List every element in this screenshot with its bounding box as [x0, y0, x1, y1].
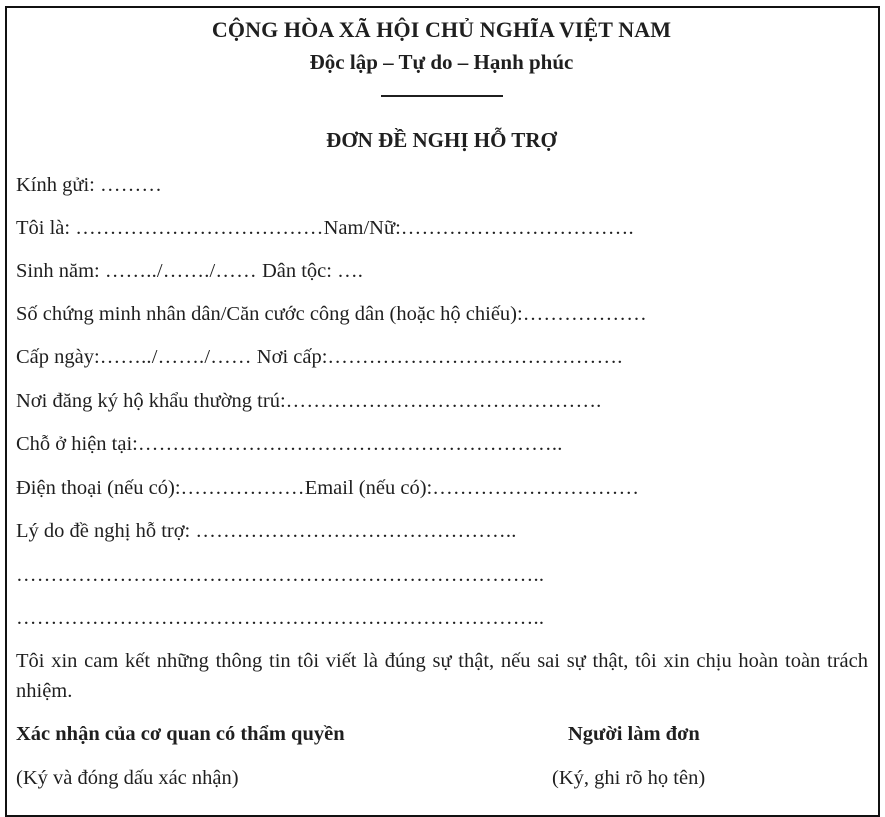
permanent-residence-label: Nơi đăng ký hộ khẩu thường trú: — [16, 390, 286, 412]
reason-blank-2[interactable]: ………………………………………………………………….. — [16, 564, 545, 586]
email-blank[interactable]: ………………………… — [432, 477, 640, 499]
issue-date-label: Cấp ngày: — [16, 346, 100, 368]
current-residence-label: Chỗ ở hiện tại: — [16, 433, 138, 455]
contact-field — [16, 475, 639, 501]
recipient-blank[interactable]: ……… — [100, 174, 163, 196]
issue-place-blank[interactable]: ……………………………………. — [327, 346, 623, 368]
reason-line-2[interactable] — [16, 562, 544, 588]
name-blank[interactable]: ……………………………… — [75, 217, 324, 239]
permanent-residence-blank[interactable]: ………………………………………. — [285, 390, 602, 412]
issue-date-blank[interactable]: ……../……./…… — [99, 346, 252, 368]
nation-heading: CỘNG HÒA XÃ HỘI CHỦ NGHĨA VIỆT NAM — [211, 17, 672, 42]
reason-blank-3[interactable]: ………………………………………………………………….. — [16, 607, 545, 629]
email-label: Email (nếu có): — [304, 477, 433, 499]
id-number-blank[interactable]: ……………… — [522, 303, 647, 325]
current-residence-field — [16, 431, 563, 457]
header-separator — [381, 95, 503, 97]
recipient-field — [16, 172, 162, 198]
name-gender-field — [16, 215, 634, 241]
applicant-note: (Ký, ghi rõ họ tên) — [552, 767, 706, 789]
phone-label: Điện thoại (nếu có): — [16, 477, 181, 499]
commitment-statement: Tôi xin cam kết những thông tin tôi viết là đúng sự thật, nếu sai sự thật, tôi xin chịu hoàn toàn trách nhiệm. — [16, 650, 868, 702]
issue-field — [16, 344, 623, 370]
id-number-label: Số chứng minh nhân dân/Căn cước công dân (hoặc hộ chiếu): — [16, 303, 523, 325]
reason-label: Lý do đề nghị hỗ trợ: — [16, 520, 196, 542]
reason-field — [16, 518, 517, 544]
current-residence-blank[interactable]: …………………………………………………….. — [137, 433, 563, 455]
birth-date-blank[interactable]: ……../……./…… — [104, 260, 257, 282]
ethnicity-label: Dân tộc: — [256, 260, 338, 282]
reason-blank[interactable]: ……………………………………….. — [195, 520, 517, 542]
id-number-field — [16, 301, 647, 327]
authority-confirmation-label: Xác nhận của cơ quan có thẩm quyền — [16, 723, 345, 745]
gender-label: Nam/Nữ: — [323, 217, 401, 239]
recipient-label: Kính gửi: — [16, 174, 101, 196]
motto-heading: Độc lập – Tự do – Hạnh phúc — [309, 50, 574, 74]
ethnicity-blank[interactable]: …. — [337, 260, 364, 282]
phone-blank[interactable]: ……………… — [180, 477, 305, 499]
birth-ethnicity-field — [16, 258, 363, 284]
authority-confirmation-note: (Ký và đóng dấu xác nhận) — [16, 767, 239, 789]
permanent-residence-field — [16, 388, 601, 414]
form-title: ĐƠN ĐỀ NGHỊ HỖ TRỢ — [326, 128, 557, 152]
issue-place-label: Nơi cấp: — [251, 346, 328, 368]
reason-line-3[interactable] — [16, 605, 544, 631]
name-label: Tôi là: — [16, 217, 76, 239]
applicant-label: Người làm đơn — [568, 723, 700, 745]
gender-blank[interactable]: ……………………………. — [400, 217, 634, 239]
birth-label: Sinh năm: — [16, 260, 105, 282]
